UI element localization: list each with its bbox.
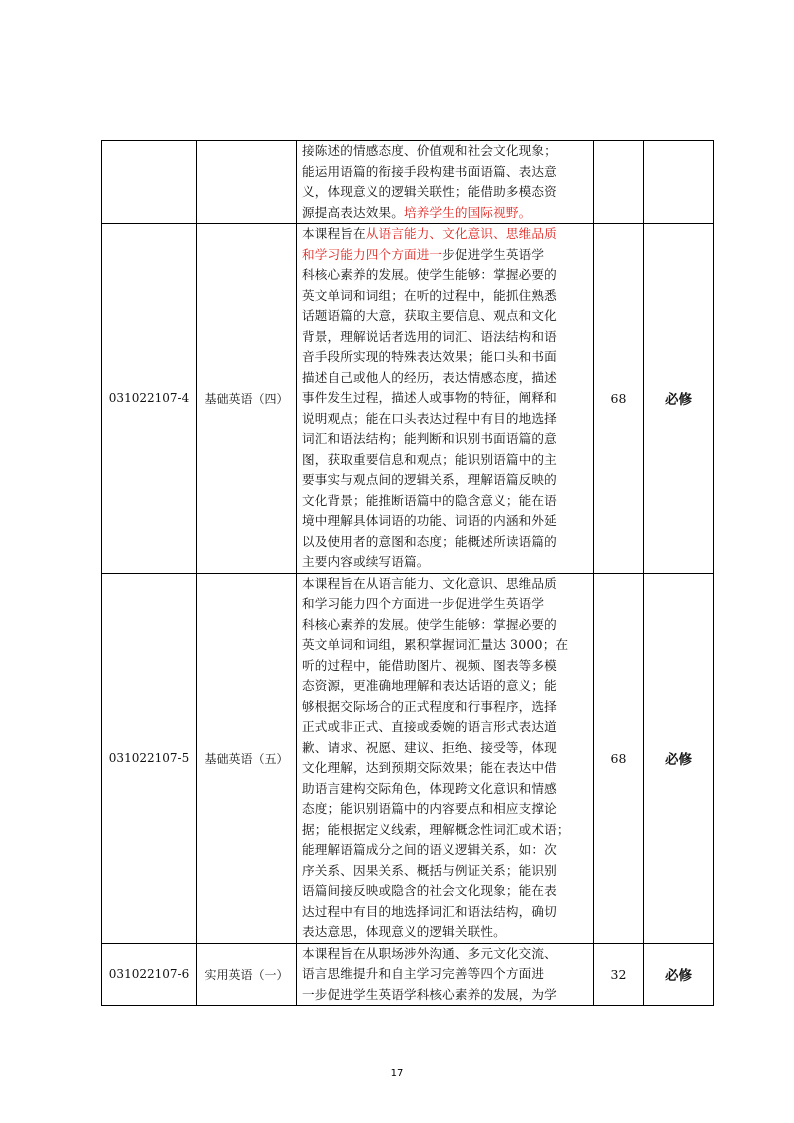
course-type-cell: 必修 <box>644 573 714 943</box>
description-text: 话题语篇的大意，获取主要信息、观点和文化 <box>302 308 557 323</box>
description-line <box>302 944 590 965</box>
description-line <box>302 717 590 738</box>
description-line <box>302 203 590 224</box>
course-code-cell: 031022107-5 <box>102 573 197 943</box>
description-line <box>302 964 590 985</box>
course-description-cell <box>297 141 594 224</box>
description-line <box>302 799 590 820</box>
description-line <box>302 182 590 203</box>
description-line <box>302 306 590 327</box>
course-hours-cell: 68 <box>594 573 644 943</box>
course-table <box>101 140 714 1006</box>
description-line <box>302 738 590 759</box>
course-description-cell <box>297 573 594 943</box>
description-text: 一步促进学生英语学科核心素养的发展，为学 <box>302 986 557 1002</box>
description-line <box>302 429 590 450</box>
course-hours-cell: 68 <box>594 224 644 574</box>
description-line <box>302 922 590 943</box>
table-row <box>102 141 714 224</box>
description-text: 英文单词和词组，累积掌握词汇量达 3000；在 <box>302 637 569 652</box>
description-text: 助语言建构交际角色，体现跨文化意识和情感 <box>302 780 557 796</box>
description-text: 以及使用者的意图和态度；能概述所读语篇的 <box>302 533 557 549</box>
description-text: 本课程旨在从职场涉外沟通、多元文化交流、 <box>302 945 557 961</box>
description-line <box>302 820 590 841</box>
description-text: 态度；能识别语篇中的内容要点和相应支撑论 <box>302 801 557 816</box>
description-text: 科核心素养的发展。使学生能够：掌握必要的 <box>302 267 557 282</box>
description-text: 态资源，更准确地理解和表达话语的意义；能 <box>302 678 557 693</box>
description-text: 歉、请求、祝愿、建议、拒绝、接受等，体现 <box>302 739 557 755</box>
description-text: 词汇和语法结构；能判断和识别书面语篇的意 <box>302 431 557 446</box>
description-text: 事件发生过程，描述人或事物的特征，阐释和 <box>302 390 557 405</box>
description-line <box>302 245 590 266</box>
description-text: 本课程旨在从语言能力、文化意识、思维品质 <box>302 575 557 591</box>
description-text: 够根据交际场合的正式程度和行事程序，选择 <box>302 698 557 714</box>
course-name-cell <box>197 141 297 224</box>
description-line <box>302 470 590 491</box>
description-text: 听的过程中，能借助图片、视频、图表等多模 <box>302 657 557 673</box>
description-line <box>302 615 590 636</box>
description-line <box>302 368 590 389</box>
description-text: 文化理解，达到预期交际效果；能在表达中借 <box>302 760 557 775</box>
description-line <box>302 347 590 368</box>
course-name-cell: 基础英语（四） <box>197 224 297 574</box>
description-text: 要事实与观点间的逻辑关系，理解语篇反映的 <box>302 472 557 487</box>
description-text: 境中理解具体词语的功能、词语的内涵和外延 <box>302 513 557 528</box>
course-code-cell: 031022107-4 <box>102 224 197 574</box>
description-line <box>302 840 590 861</box>
description-text: 能运用语篇的衔接手段构建书面语篇、表达意 <box>302 163 557 179</box>
description-line <box>302 162 590 183</box>
description-text: 英文单词和词组；在听的过程中，能抓住熟悉 <box>302 287 557 303</box>
description-line <box>302 881 590 902</box>
description-text: 达过程中有目的地选择词汇和语法结构，确切 <box>302 903 557 919</box>
description-line <box>302 676 590 697</box>
course-description-cell <box>297 943 594 1006</box>
course-type-cell <box>644 141 714 224</box>
description-line <box>302 286 590 307</box>
description-text: 据；能根据定义线索，理解概念性词汇或术语； <box>302 821 570 837</box>
description-line <box>302 861 590 882</box>
description-text: 义，体现意义的逻辑关联性；能借助多模态资 <box>302 184 557 199</box>
description-text: 主要内容或续写语篇。 <box>302 554 430 569</box>
description-line <box>302 574 590 595</box>
highlighted-text: 培养学生的国际视野。 <box>403 204 532 220</box>
description-text: 正式或非正式、直接或委婉的语言形式表达道 <box>302 719 557 734</box>
course-hours-cell: 32 <box>594 943 644 1006</box>
description-line <box>302 409 590 430</box>
description-text: 语言思维提升和自主学习完善等四个方面进 <box>302 966 545 981</box>
highlighted-text: 和学习能力四个方面进一 <box>302 246 443 262</box>
description-line <box>302 141 590 162</box>
table-row <box>102 573 714 943</box>
description-line <box>302 224 590 245</box>
description-line <box>302 388 590 409</box>
description-text: 说明观点；能在口头表达过程中有目的地选择 <box>302 410 557 426</box>
description-text: 本课程旨在 <box>302 226 366 241</box>
course-description-cell <box>297 224 594 574</box>
description-line <box>302 552 590 573</box>
description-text: 文化背景；能推断语篇中的隐含意义；能在语 <box>302 492 557 508</box>
course-name-cell: 基础英语（五） <box>197 573 297 943</box>
description-text: 音手段所实现的特殊表达效果；能口头和书面 <box>302 349 557 364</box>
description-text: 科核心素养的发展。使学生能够：掌握必要的 <box>302 616 557 632</box>
highlighted-text: 从语言能力、文化意识、思维品质 <box>365 226 557 241</box>
description-line <box>302 511 590 532</box>
description-line <box>302 594 590 615</box>
course-name-cell: 实用英语（一） <box>197 943 297 1006</box>
description-text: 接陈述的情感态度、价值观和社会文化现象； <box>302 143 557 158</box>
description-line <box>302 758 590 779</box>
table-row <box>102 943 714 1006</box>
description-line <box>302 902 590 923</box>
course-code-cell <box>102 141 197 224</box>
description-text: 描述自己或他人的经历，表达情感态度，描述 <box>302 369 557 385</box>
course-hours-cell <box>594 141 644 224</box>
description-line <box>302 656 590 677</box>
course-type-cell: 必修 <box>644 224 714 574</box>
description-text: 表达意思，体现意义的逻辑关联性。 <box>302 924 506 939</box>
description-line <box>302 327 590 348</box>
table-row <box>102 224 714 574</box>
description-text: 序关系、因果关系、概括与例证关系；能识别 <box>302 862 557 878</box>
description-line <box>302 532 590 553</box>
description-line <box>302 491 590 512</box>
description-text: 步促进学生英语学 <box>442 246 545 262</box>
description-line <box>302 697 590 718</box>
description-text: 源提高表达效果。 <box>302 204 404 220</box>
course-code-cell: 031022107-6 <box>102 943 197 1006</box>
description-line <box>302 985 590 1006</box>
description-line <box>302 779 590 800</box>
description-text: 语篇间接反映或隐含的社会文化现象；能在表 <box>302 883 557 898</box>
description-text: 和学习能力四个方面进一步促进学生英语学 <box>302 596 545 611</box>
description-line <box>302 635 590 656</box>
description-text: 背景，理解说话者选用的词汇、语法结构和语 <box>302 328 557 344</box>
page-number: 17 <box>390 1068 404 1079</box>
description-line <box>302 265 590 286</box>
description-line <box>302 450 590 471</box>
course-type-cell: 必修 <box>644 943 714 1006</box>
description-text: 能理解语篇成分之间的语义逻辑关系，如：次 <box>302 842 557 857</box>
description-text: 图，获取重要信息和观点；能识别语篇中的主 <box>302 451 557 467</box>
